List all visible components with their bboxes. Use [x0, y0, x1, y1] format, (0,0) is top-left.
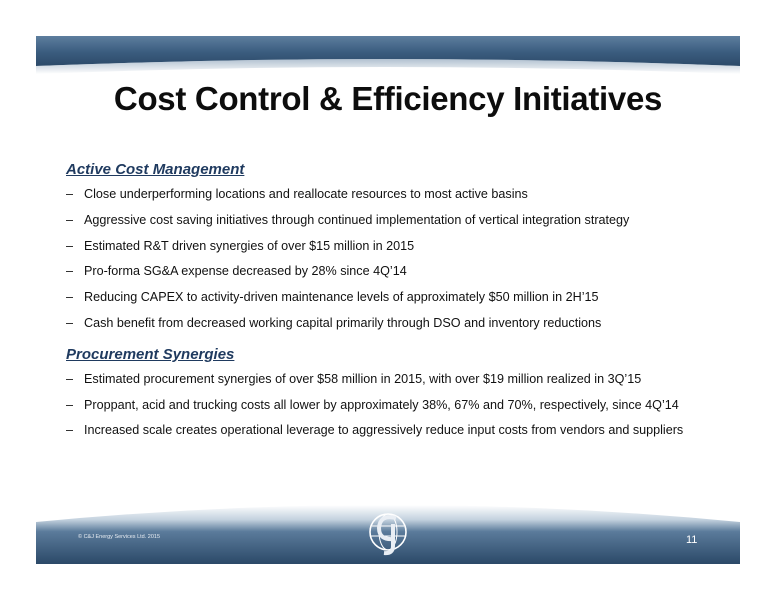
bullet-text: Estimated procurement synergies of over $58 million in 2015, with over $19 million realized in 3Q’15 — [84, 371, 642, 386]
bullet-dash: – — [66, 238, 74, 253]
bullet-item — [66, 285, 746, 311]
section-heading-procurement-synergies: Procurement Synergies — [66, 345, 235, 363]
bullet-item — [66, 208, 746, 234]
bullet-item — [66, 393, 746, 419]
bullet-text: Reducing CAPEX to activity-driven maintenance levels of approximately $50 million in 2H’15 — [84, 290, 599, 305]
bullet-dash: – — [66, 264, 74, 279]
bullet-dash: – — [66, 187, 74, 201]
bullet-item — [66, 311, 746, 337]
bullet-dash: – — [66, 315, 74, 330]
bullet-dash: – — [66, 397, 74, 412]
bullet-text: Cash benefit from decreased working capital primarily through DSO and inventory reductions — [84, 315, 602, 330]
bullet-text: Aggressive cost saving initiatives through continued implementation of vertical integration strategy — [84, 212, 630, 227]
bullet-text: Pro-forma SG&A expense decreased by 28% since 4Q’14 — [84, 264, 407, 279]
bullet-item — [66, 182, 746, 208]
bullet-dash: – — [66, 212, 74, 227]
bullet-item — [66, 234, 746, 260]
bullet-text: Increased scale creates operational leverage to aggressively reduce input costs from vendors and suppliers — [84, 423, 684, 438]
bullet-item — [66, 259, 746, 285]
bullet-text: Close underperforming locations and reallocate resources to most active basins — [84, 187, 528, 201]
bullet-dash: – — [66, 423, 74, 438]
bullet-item — [66, 418, 746, 444]
slide-title: Cost Control & Efficiency Initiatives — [113, 80, 663, 117]
bullet-text: Proppant, acid and trucking costs all lower by approximately 38%, 67% and 70%, respectively, since 4Q’14 — [84, 397, 679, 412]
page-number: 11 — [686, 534, 698, 546]
cj-logo-icon — [366, 506, 410, 560]
header-band — [0, 0, 776, 80]
bullet-text: Estimated R&T driven synergies of over $15 million in 2015 — [84, 238, 415, 253]
bullet-item — [66, 367, 746, 393]
bullet-dash: – — [66, 290, 74, 305]
section-heading-active-cost-management: Active Cost Management — [66, 161, 245, 178]
copyright-notice: © C&J Energy Services Ltd. 2015 — [78, 534, 161, 540]
content-area — [66, 158, 746, 444]
bullet-dash: – — [66, 371, 74, 386]
